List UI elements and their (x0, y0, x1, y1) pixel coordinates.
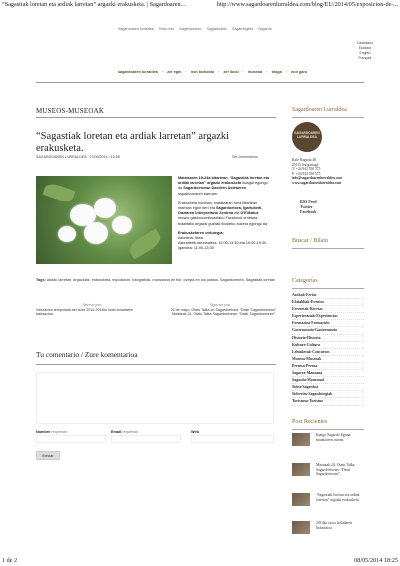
send-button[interactable]: Enviar (36, 451, 60, 460)
category-item[interactable]: Esperientziak-Experiencias (292, 313, 364, 320)
comments-link[interactable]: Sin comentarios (232, 155, 258, 159)
mainnav-item[interactable]: bloga (271, 70, 282, 74)
topnav-item[interactable]: Testu info (158, 27, 175, 31)
post-title[interactable]: “Sagastiak loretan eta ardiak larretan” argazki erakusketa. (36, 131, 230, 154)
lang-castellano[interactable]: Castellano (356, 41, 374, 45)
nav-divider (36, 82, 364, 83)
web-field[interactable] (191, 435, 274, 443)
category-item[interactable]: Gastronomia-Gastronomía (292, 327, 364, 334)
category-item[interactable]: Sagarra-Manzana (292, 370, 364, 377)
recent-post-thumbnail[interactable] (292, 463, 310, 476)
sidebar-divider (292, 288, 364, 289)
mainnav-item[interactable]: non garo (290, 70, 308, 74)
comment-divider (36, 364, 276, 365)
print-page-number: 1 de 2 (2, 557, 18, 564)
photo-blossom (58, 226, 76, 242)
category-item[interactable]: Formazioa-Formación (292, 320, 364, 327)
email-field[interactable] (111, 435, 181, 443)
lang-francais[interactable]: Français (358, 56, 372, 60)
sidebar-divider (292, 429, 364, 430)
recent-post-thumbnail[interactable] (292, 521, 310, 534)
comment-textarea[interactable] (36, 372, 274, 424)
recent-post-thumbnail[interactable] (292, 493, 310, 506)
sidebar-heading-search: Buscar / Bilatu (292, 238, 328, 244)
web-label: Web (191, 430, 199, 434)
contact-address: Kale Nagusia 48 20115 Astigarraga T: +34 943 550 575 F: +34 943 550 575 info@sagardoarenlurraldea.com www.sagardoarenlurraldea.com (292, 158, 343, 185)
sidebar-heading-brand: Sagardoaren Lurraldea (292, 107, 347, 113)
post-tags: Tags: ardiak larretan, argazkiak, erakusketa, exposición, fotografías, manzanos en flor, ovejas en los pastos, Sagardoetxea, Sagastiak loretan (36, 278, 276, 282)
comment-title: Tu comentario / Zure komentarioa (36, 350, 138, 359)
topnav-item[interactable]: Sagardo (258, 27, 272, 31)
sidebar-heading-categories: Categorías (292, 278, 318, 284)
previous-post[interactable]: Anterior post Valoración temporada del txotx 2014-2014ko txotx-boladaren balorazioa. (36, 303, 134, 317)
contact-email[interactable]: info@sagardoarenlurraldea.com (292, 176, 343, 181)
contact-web[interactable]: www.sagardoarenlurraldea.com (292, 180, 342, 185)
category-item[interactable]: Errezetak-Recetas (292, 306, 364, 313)
category-item[interactable]: Museoa-Museoak (292, 356, 364, 363)
lang-english[interactable]: English (359, 51, 371, 55)
top-utility-nav (118, 27, 348, 31)
print-datetime: 08/05/2014 18:25 (354, 557, 398, 564)
brand-logo: SAGARDOAREN LURRALDEA (292, 122, 322, 152)
post-paragraph-1: Maiatzaren 18-24a bitartean, “Sagastiak loretan eta ardiak larretan” argazki erakusketa ikusgai egongo da Sagardoetxean Dastiren Asteaeren ospakizunaren barruan. (178, 176, 269, 196)
print-header (2, 1, 398, 9)
photo-leaf (43, 181, 76, 204)
sidebar-divider (292, 117, 364, 118)
name-field[interactable] (36, 435, 106, 443)
section-divider (36, 117, 276, 118)
post-body (178, 176, 270, 256)
social-links (300, 199, 317, 214)
post-paragraph-2: Erakusketa honetan, maiatzaren hera bitartean martxan egon den eta Sagardoetxea, Igartubeiti, Gaztaren Interpretazio Zentroa eta D'Elikatuz museo gastronomikoaelako Facebook orrietara bidalitako argazki guztiak ikusteko aukera egongo da (178, 200, 268, 226)
photo-blossom (84, 222, 108, 244)
next-post[interactable]: Siguiente post 24 de mayo, Otatu Talka en Sagardoetxea: “Dastí Sagardoetxean” Maiatzak 24, Otatu Talka Sagardoetxean: “Dastí Sagardoetxean”. (170, 303, 276, 317)
post-hours: Erakusketaren ordutegia: Astelena: itxita. Asteartetik-larunbatera: 11:00-13:30 eta 16:00-19:30. Igandea: 11:00-13:30 (178, 230, 268, 251)
category-list (292, 292, 364, 406)
category-item[interactable]: Historia-Historia (292, 335, 364, 342)
print-footer (2, 557, 398, 564)
language-selector (352, 41, 378, 61)
recent-post-thumbnail[interactable] (292, 433, 310, 446)
category-item[interactable]: Turismoa-Turismo (292, 398, 364, 405)
mainnav-item[interactable]: museoa (247, 70, 263, 74)
twitter-link[interactable]: Twitter (300, 204, 313, 209)
rss-link[interactable]: RSS Feed (300, 199, 317, 204)
mainnav-item[interactable]: zer egin (167, 70, 182, 74)
facebook-link[interactable]: Facebook (300, 209, 317, 214)
print-title: “Sagastiak loretan eta ardiak larretan” argazki erakusketa. | Sagardoaren... (2, 1, 186, 8)
sidebar-divider (292, 248, 364, 249)
category-item[interactable]: Sidrerias-Sagardotegiak (292, 391, 364, 398)
photo-leaf (126, 229, 163, 260)
topnav-item[interactable]: Sagardoaldo (206, 27, 227, 31)
post-photo-apple-blossoms (36, 176, 172, 264)
category-item[interactable]: Kultura-Cultura (292, 342, 364, 349)
post-meta: SAGARDOAREN LURRALDEA · 07/05/2014 • 10:58 (36, 155, 120, 159)
category-item[interactable]: Prentsa-Prensa (292, 363, 364, 370)
name-label: Nombre requerido (36, 430, 68, 434)
mainnav-item[interactable]: non bizkoldu (190, 70, 215, 74)
mainnav-item[interactable]: sagardoaren lurraldea (118, 70, 158, 74)
category-item[interactable]: Lehiaketak-Concursos (292, 349, 364, 356)
main-nav: sagardoaren lurraldea · zer egin · non bizkoldu · zer ikusi · museoa · bloga · non garo (118, 70, 308, 74)
category-item[interactable]: Azokak-Ferias (292, 292, 364, 299)
email-label: Email requerido (111, 430, 139, 434)
photo-blossom (94, 198, 116, 218)
category-item[interactable]: Ekitaldiak-Eventos (292, 299, 364, 306)
topnav-item[interactable]: Sagardoetxeo (179, 27, 202, 31)
photo-blossom (112, 216, 132, 234)
section-title: MUSEOS-MUSEOAK (36, 107, 105, 115)
sidebar-heading-recent: Post Recientes (292, 419, 328, 425)
topnav-item[interactable]: Sagardogelio (231, 27, 254, 31)
category-item[interactable]: Sagastia-Manzanal (292, 377, 364, 384)
topnav-item[interactable]: Sagardoaren lurraldea (118, 27, 154, 31)
print-url: http://www.sagardoarenlurraldea.com/blog/EU/2014/05/exposicion-de-... (216, 1, 398, 8)
category-item[interactable]: Sidra-Sagardoa (292, 384, 364, 391)
lang-euskara[interactable]: Euskara (358, 46, 372, 50)
mainnav-item[interactable]: zer ikusi (223, 70, 239, 74)
